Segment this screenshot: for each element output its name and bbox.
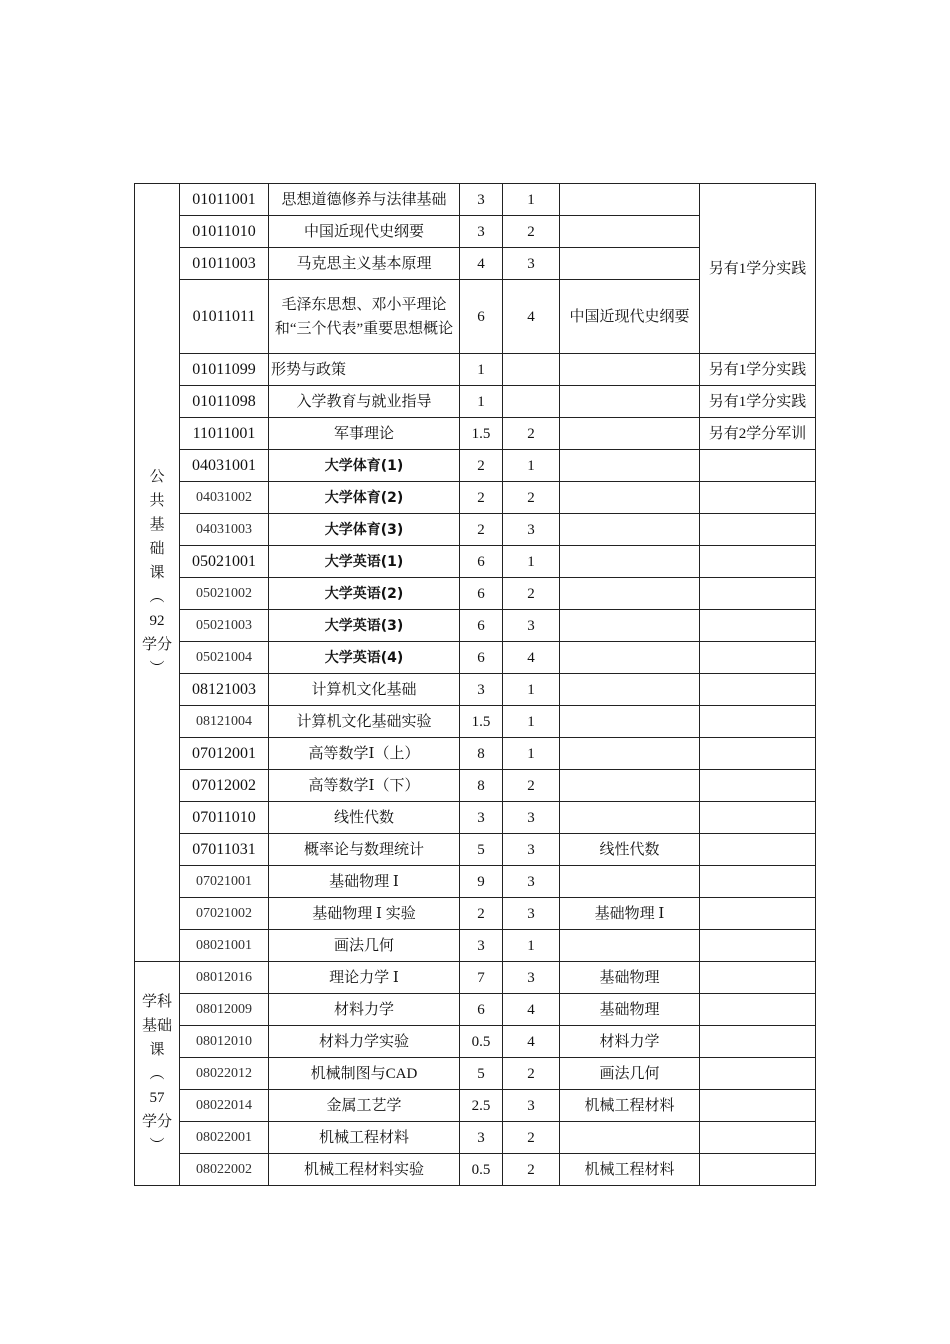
course-note (700, 1154, 816, 1186)
course-prerequisite (560, 546, 700, 578)
course-prerequisite (560, 450, 700, 482)
course-name: 形势与政策 (269, 354, 460, 386)
table-row (135, 610, 816, 642)
course-semester: 1 (503, 930, 560, 962)
table-row (135, 482, 816, 514)
course-prerequisite (560, 706, 700, 738)
course-name: 大学体育(2) (269, 482, 460, 514)
course-prerequisite (560, 354, 700, 386)
course-code: 11011001 (180, 418, 269, 450)
course-name: 中国近现代史纲要 (269, 216, 460, 248)
course-credit: 4 (460, 248, 503, 280)
course-code: 08121004 (180, 706, 269, 738)
course-note-merged: 另有1学分实践 (700, 184, 816, 354)
course-code: 04031001 (180, 450, 269, 482)
course-note (700, 450, 816, 482)
course-name: 机械制图与CAD (269, 1058, 460, 1090)
table-row (135, 962, 816, 994)
course-prerequisite: 线性代数 (560, 834, 700, 866)
course-note (700, 706, 816, 738)
table-row (135, 450, 816, 482)
table-row (135, 834, 816, 866)
course-prerequisite: 基础物理 (560, 994, 700, 1026)
course-code: 01011001 (180, 184, 269, 216)
course-note (700, 1058, 816, 1090)
course-name: 毛泽东思想、邓小平理论和“三个代表”重要思想概论 (269, 280, 460, 354)
table-row (135, 514, 816, 546)
course-note (700, 642, 816, 674)
course-name: 马克思主义基本原理 (269, 248, 460, 280)
course-prerequisite: 中国近现代史纲要 (560, 280, 700, 354)
course-prerequisite: 基础物理 Ⅰ (560, 898, 700, 930)
course-credit: 6 (460, 578, 503, 610)
course-credit: 9 (460, 866, 503, 898)
course-credit: 5 (460, 834, 503, 866)
course-credit: 1 (460, 354, 503, 386)
course-credit: 2 (460, 514, 503, 546)
category-char: ︵ (149, 588, 165, 605)
course-prerequisite (560, 418, 700, 450)
course-semester: 3 (503, 610, 560, 642)
course-prerequisite (560, 386, 700, 418)
course-code: 07021001 (180, 866, 269, 898)
course-name: 入学教育与就业指导 (269, 386, 460, 418)
course-name: 大学体育(3) (269, 514, 460, 546)
course-semester: 4 (503, 280, 560, 354)
course-code: 08022001 (180, 1122, 269, 1154)
course-semester: 3 (503, 898, 560, 930)
course-code: 01011003 (180, 248, 269, 280)
course-semester: 1 (503, 674, 560, 706)
course-code: 08022002 (180, 1154, 269, 1186)
course-name: 画法几何 (269, 930, 460, 962)
course-name: 机械工程材料实验 (269, 1154, 460, 1186)
course-prerequisite: 机械工程材料 (560, 1090, 700, 1122)
course-name: 大学英语(4) (269, 642, 460, 674)
table-row (135, 706, 816, 738)
course-semester: 3 (503, 1090, 560, 1122)
course-note (700, 674, 816, 706)
course-code: 04031003 (180, 514, 269, 546)
course-note (700, 962, 816, 994)
course-code: 07021002 (180, 898, 269, 930)
course-credit: 8 (460, 770, 503, 802)
course-credit: 6 (460, 994, 503, 1026)
course-credit: 1.5 (460, 706, 503, 738)
course-semester: 3 (503, 962, 560, 994)
category-char: ︶ (149, 1137, 165, 1154)
course-credit: 1.5 (460, 418, 503, 450)
course-name: 机械工程材料 (269, 1122, 460, 1154)
course-name: 大学英语(2) (269, 578, 460, 610)
course-code: 07012002 (180, 770, 269, 802)
category-public-basic (135, 184, 180, 962)
course-semester (503, 386, 560, 418)
course-name: 线性代数 (269, 802, 460, 834)
course-semester: 4 (503, 994, 560, 1026)
course-name: 高等数学Ⅰ（上） (269, 738, 460, 770)
course-credit: 0.5 (460, 1026, 503, 1058)
course-prerequisite (560, 738, 700, 770)
course-code: 08022012 (180, 1058, 269, 1090)
course-name: 计算机文化基础实验 (269, 706, 460, 738)
course-prerequisite: 基础物理 (560, 962, 700, 994)
course-note (700, 482, 816, 514)
course-code: 08022014 (180, 1090, 269, 1122)
course-credit: 2.5 (460, 1090, 503, 1122)
course-note: 另有2学分军训 (700, 418, 816, 450)
course-semester: 1 (503, 450, 560, 482)
course-code: 01011011 (180, 280, 269, 354)
table-row (135, 674, 816, 706)
course-prerequisite (560, 578, 700, 610)
table-row (135, 1122, 816, 1154)
course-semester: 2 (503, 578, 560, 610)
course-credit: 6 (460, 642, 503, 674)
course-semester: 3 (503, 248, 560, 280)
course-prerequisite (560, 216, 700, 248)
course-table (134, 183, 816, 1186)
course-credit: 3 (460, 1122, 503, 1154)
course-name: 材料力学实验 (269, 1026, 460, 1058)
course-credit: 1 (460, 386, 503, 418)
course-note: 另有1学分实践 (700, 386, 816, 418)
course-code: 01011098 (180, 386, 269, 418)
course-note (700, 770, 816, 802)
category-discipline-basic (135, 962, 180, 1186)
category-char: 57 (149, 1089, 165, 1106)
course-name: 大学英语(3) (269, 610, 460, 642)
course-note (700, 514, 816, 546)
course-prerequisite (560, 1122, 700, 1154)
category-char: 共 (149, 492, 165, 509)
course-code: 05021003 (180, 610, 269, 642)
table-row (135, 802, 816, 834)
course-semester: 2 (503, 1122, 560, 1154)
course-note (700, 994, 816, 1026)
course-name: 基础物理 Ⅰ (269, 866, 460, 898)
category-char: 92 (149, 612, 165, 629)
table-row (135, 354, 816, 386)
course-prerequisite (560, 674, 700, 706)
course-note (700, 1090, 816, 1122)
course-semester: 2 (503, 1058, 560, 1090)
course-note: 另有1学分实践 (700, 354, 816, 386)
course-name: 军事理论 (269, 418, 460, 450)
course-prerequisite (560, 610, 700, 642)
course-prerequisite (560, 770, 700, 802)
course-credit: 2 (460, 482, 503, 514)
course-semester: 4 (503, 1026, 560, 1058)
table-row (135, 994, 816, 1026)
table-row (135, 898, 816, 930)
course-note (700, 802, 816, 834)
table-row (135, 738, 816, 770)
course-code: 08012010 (180, 1026, 269, 1058)
course-prerequisite (560, 866, 700, 898)
table-row (135, 578, 816, 610)
course-credit: 5 (460, 1058, 503, 1090)
category-char: ︵ (149, 1065, 165, 1082)
course-code: 05021004 (180, 642, 269, 674)
course-prerequisite (560, 642, 700, 674)
course-code: 04031002 (180, 482, 269, 514)
course-semester: 3 (503, 514, 560, 546)
course-name: 计算机文化基础 (269, 674, 460, 706)
course-prerequisite: 材料力学 (560, 1026, 700, 1058)
course-credit: 6 (460, 280, 503, 354)
course-code: 08012016 (180, 962, 269, 994)
table-row (135, 386, 816, 418)
course-code: 08021001 (180, 930, 269, 962)
course-note (700, 578, 816, 610)
course-prerequisite: 机械工程材料 (560, 1154, 700, 1186)
course-semester: 3 (503, 802, 560, 834)
course-credit: 3 (460, 930, 503, 962)
course-prerequisite (560, 802, 700, 834)
table-row (135, 1154, 816, 1186)
course-name: 材料力学 (269, 994, 460, 1026)
course-code: 01011010 (180, 216, 269, 248)
course-semester: 1 (503, 706, 560, 738)
course-semester: 1 (503, 738, 560, 770)
course-note (700, 546, 816, 578)
course-code: 07012001 (180, 738, 269, 770)
course-semester: 3 (503, 834, 560, 866)
course-name: 金属工艺学 (269, 1090, 460, 1122)
course-prerequisite (560, 184, 700, 216)
table-row (135, 866, 816, 898)
course-code: 05021002 (180, 578, 269, 610)
course-semester: 2 (503, 1154, 560, 1186)
category-char: 学科 (141, 993, 172, 1010)
course-prerequisite (560, 248, 700, 280)
category-char: 基 (149, 516, 165, 533)
course-credit: 0.5 (460, 1154, 503, 1186)
course-prerequisite (560, 514, 700, 546)
course-semester: 2 (503, 770, 560, 802)
course-code: 07011010 (180, 802, 269, 834)
course-code: 07011031 (180, 834, 269, 866)
course-code: 08121003 (180, 674, 269, 706)
course-name: 高等数学Ⅰ（下） (269, 770, 460, 802)
course-note (700, 1122, 816, 1154)
course-note (700, 898, 816, 930)
course-prerequisite: 画法几何 (560, 1058, 700, 1090)
course-note (700, 738, 816, 770)
course-code: 05021001 (180, 546, 269, 578)
course-name: 基础物理 Ⅰ 实验 (269, 898, 460, 930)
course-note (700, 1026, 816, 1058)
course-credit: 3 (460, 802, 503, 834)
course-credit: 3 (460, 674, 503, 706)
course-semester: 2 (503, 482, 560, 514)
course-semester: 1 (503, 546, 560, 578)
course-credit: 7 (460, 962, 503, 994)
course-note (700, 834, 816, 866)
course-semester: 2 (503, 418, 560, 450)
course-semester: 3 (503, 866, 560, 898)
course-credit: 3 (460, 184, 503, 216)
course-note (700, 930, 816, 962)
course-name: 理论力学 Ⅰ (269, 962, 460, 994)
course-credit: 3 (460, 216, 503, 248)
table-row (135, 1090, 816, 1122)
course-semester: 2 (503, 216, 560, 248)
category-char: ︶ (149, 660, 165, 677)
table-row (135, 770, 816, 802)
course-credit: 8 (460, 738, 503, 770)
category-char: 学分 (141, 1113, 172, 1130)
category-char: 课 (149, 564, 165, 581)
course-name: 思想道德修养与法律基础 (269, 184, 460, 216)
course-code: 08012009 (180, 994, 269, 1026)
category-char: 课 (149, 1041, 165, 1058)
table-row (135, 1058, 816, 1090)
table-row (135, 418, 816, 450)
course-credit: 6 (460, 610, 503, 642)
course-credit: 2 (460, 898, 503, 930)
table-row (135, 184, 816, 216)
category-char: 础 (149, 540, 165, 557)
course-note (700, 866, 816, 898)
table-row (135, 546, 816, 578)
table-row (135, 1026, 816, 1058)
course-prerequisite (560, 482, 700, 514)
category-char: 学分 (141, 636, 172, 653)
course-semester (503, 354, 560, 386)
course-code: 01011099 (180, 354, 269, 386)
course-credit: 6 (460, 546, 503, 578)
table-row (135, 930, 816, 962)
course-semester: 1 (503, 184, 560, 216)
table-row (135, 642, 816, 674)
category-char: 基础 (141, 1017, 172, 1034)
course-credit: 2 (460, 450, 503, 482)
course-semester: 4 (503, 642, 560, 674)
category-char: 公 (149, 468, 165, 485)
course-name: 大学英语(1) (269, 546, 460, 578)
course-prerequisite (560, 930, 700, 962)
course-name: 大学体育(1) (269, 450, 460, 482)
course-name: 概率论与数理统计 (269, 834, 460, 866)
course-note (700, 610, 816, 642)
